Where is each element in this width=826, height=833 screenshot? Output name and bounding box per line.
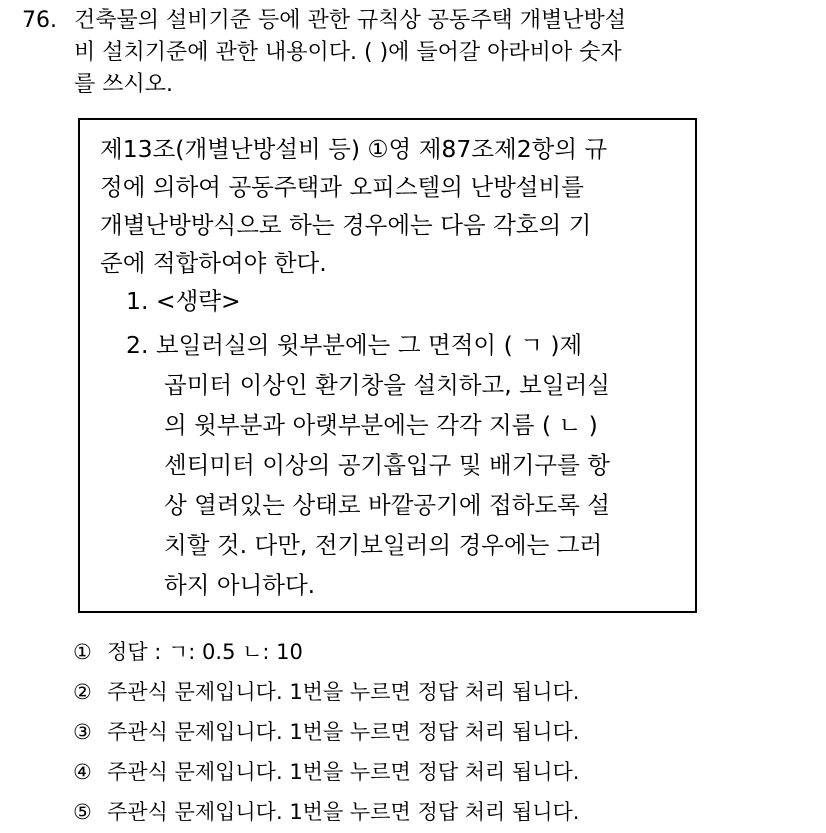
option-3[interactable] [73, 718, 579, 746]
option-marker: ⑤ [73, 800, 92, 824]
option-1[interactable] [73, 638, 303, 666]
box-item-1: 1. <생략> [126, 287, 241, 315]
option-5[interactable] [73, 798, 579, 826]
option-text: 주관식 문제입니다. 1번을 누르면 정답 처리 됩니다. [107, 680, 580, 704]
box-item-2-line-4: 센티미터 이상의 공기흡입구 및 배기구를 항 [164, 451, 610, 479]
question-number: 76. [22, 8, 57, 33]
option-2[interactable] [73, 678, 579, 706]
box-item-2: 2. 보일러실의 윗부분에는 그 면적이 ( ㄱ )제 [126, 331, 583, 359]
box-line-3: 개별난방방식으로 하는 경우에는 다음 각호의 기 [100, 211, 592, 239]
box-item-2-line-3: 의 윗부분과 아랫부분에는 각각 지름 ( ㄴ ) [164, 411, 598, 439]
box-line-1: 제13조(개별난방설비 등) ①영 제87조제2항의 규 [100, 135, 608, 163]
question-line-1: 건축물의 설비기준 등에 관한 규칙상 공동주택 개별난방설 [74, 8, 627, 33]
option-4[interactable] [73, 758, 579, 786]
box-line-4: 준에 적합하여야 한다. [100, 249, 327, 277]
regulation-box [78, 118, 697, 613]
box-item-2-line-2: 곱미터 이상인 환기창을 설치하고, 보일러실 [164, 371, 610, 399]
box-line-2: 정에 의하여 공동주택과 오피스텔의 난방설비를 [100, 173, 584, 201]
question-line-2: 비 설치기준에 관한 내용이다. ( )에 들어갈 아라비아 숫자 [74, 40, 622, 65]
question-line-3: 를 쓰시오. [74, 72, 173, 97]
option-text: 주관식 문제입니다. 1번을 누르면 정답 처리 됩니다. [107, 720, 580, 744]
option-text: 주관식 문제입니다. 1번을 누르면 정답 처리 됩니다. [107, 800, 580, 824]
box-item-2-line-7: 하지 아니하다. [164, 571, 316, 599]
box-item-2-line-5: 상 열려있는 상태로 바깥공기에 접하도록 설 [164, 491, 610, 519]
option-text: 정답 : ㄱ: 0.5 ㄴ: 10 [107, 640, 303, 664]
option-text: 주관식 문제입니다. 1번을 누르면 정답 처리 됩니다. [107, 760, 580, 784]
option-marker: ② [73, 680, 92, 704]
option-marker: ① [73, 640, 92, 664]
box-item-2-line-6: 치할 것. 다만, 전기보일러의 경우에는 그러 [164, 531, 603, 559]
option-marker: ③ [73, 720, 92, 744]
option-marker: ④ [73, 760, 92, 784]
